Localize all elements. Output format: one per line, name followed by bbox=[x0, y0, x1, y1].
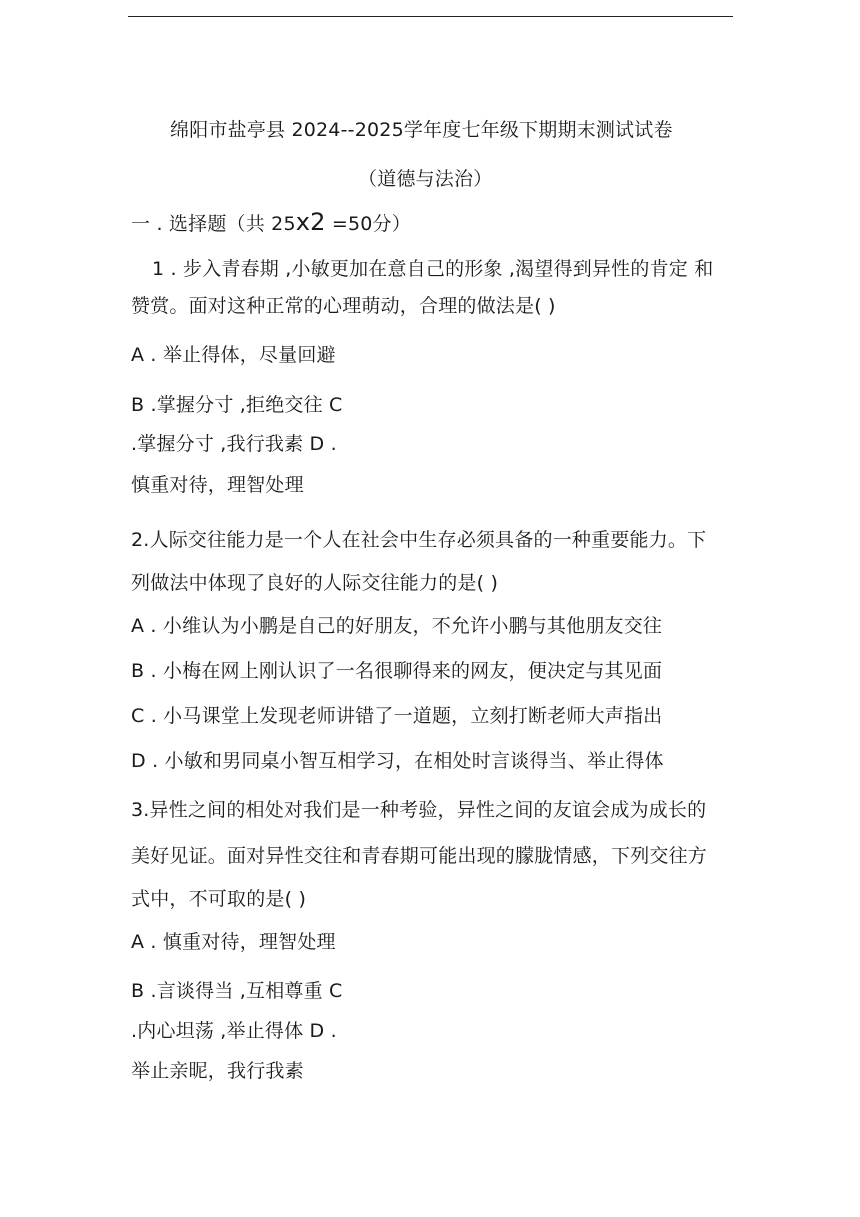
q3-option-a: A . 慎重对待，理智处理 bbox=[131, 931, 336, 953]
q2-option-c: C . 小马课堂上发现老师讲错了一道题，立刻打断老师大声指出 bbox=[131, 705, 663, 727]
q1-stem-line1: 1 . 步入青春期 ,小敏更加在意自己的形象 ,渴望得到异性的肯定 和 bbox=[152, 258, 714, 280]
section-heading-x2: x2 bbox=[295, 208, 326, 236]
q1-option-bc: B .掌握分寸 ,拒绝交往 C bbox=[131, 394, 343, 416]
q3-option-d: 举止亲昵，我行我素 bbox=[131, 1060, 304, 1082]
q3-option-bc: B .言谈得当 ,互相尊重 C bbox=[131, 980, 343, 1002]
q3-stem-line2: 美好见证。面对异性交往和青春期可能出现的朦胧情感，下列交往方 bbox=[131, 845, 708, 867]
q1-option-cd: .掌握分寸 ,我行我素 D . bbox=[131, 433, 337, 455]
q2-stem-line1: 2.人际交往能力是一个人在社会中生存必须具备的一种重要能力。下 bbox=[131, 529, 707, 551]
q3-option-cd: .内心坦荡 ,举止得体 D . bbox=[131, 1020, 337, 1042]
exam-subject: （道德与法治） bbox=[358, 168, 493, 190]
q2-stem-line2: 列做法中体现了良好的人际交往能力的是( ) bbox=[131, 572, 499, 594]
section-heading-post: =50分） bbox=[325, 213, 411, 235]
section-heading-pre: 一 . 选择题（共 25 bbox=[131, 213, 296, 235]
q2-option-b: B . 小梅在网上刚认识了一名很聊得来的网友，便决定与其见面 bbox=[131, 660, 663, 682]
q1-option-a: A . 举止得体，尽量回避 bbox=[131, 344, 336, 366]
q2-option-d: D . 小敏和男同桌小智互相学习，在相处时言谈得当、举止得体 bbox=[131, 750, 664, 772]
q3-stem-line1: 3.异性之间的相处对我们是一种考验，异性之间的友谊会成为成长的 bbox=[131, 799, 707, 821]
q3-stem-line3: 式中，不可取的是( ) bbox=[131, 888, 307, 910]
header-rule bbox=[128, 16, 733, 17]
q1-option-d: 慎重对待，理智处理 bbox=[131, 474, 304, 496]
exam-title: 绵阳市盐亭县 2024--2025学年度七年级下期期末测试试卷 bbox=[170, 119, 673, 141]
q1-stem-line2: 赞赏。面对这种正常的心理萌动，合理的做法是( ) bbox=[131, 295, 556, 317]
q2-option-a: A . 小维认为小鹏是自己的好朋友，不允许小鹏与其他朋友交往 bbox=[131, 615, 663, 637]
section-heading bbox=[131, 210, 411, 236]
